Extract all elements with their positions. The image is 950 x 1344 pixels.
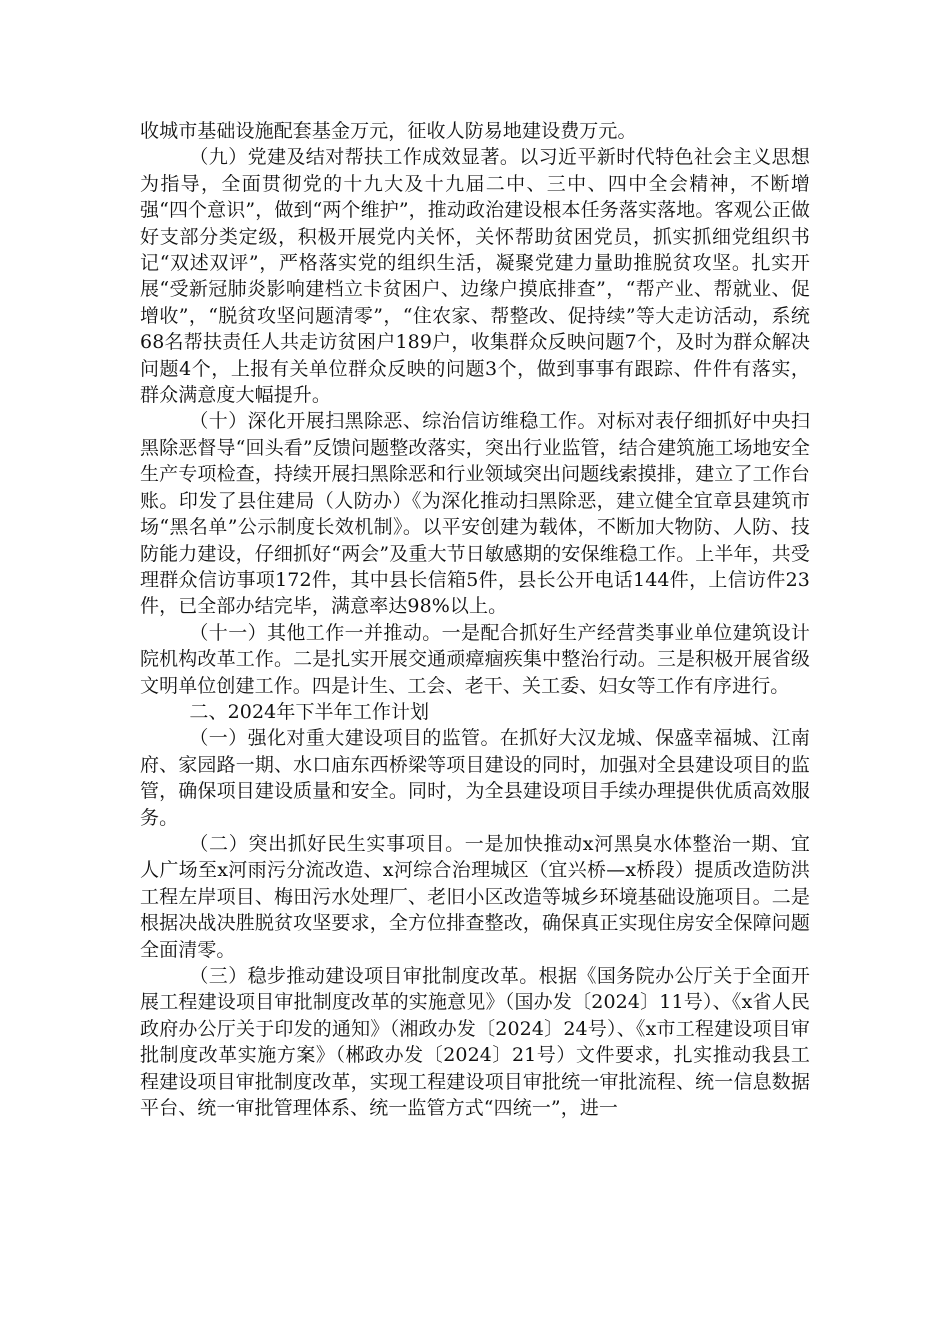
section-heading-plan: 二、2024年下半年工作计划 [189, 700, 430, 723]
paragraph-approval-reform: （三）稳步推动建设项目审批制度改革。根据《国务院办公厅关于全面开展工程建设项目审批制度改革的实施意见》（国办发〔2024〕11号）、《x省人民政府办公厅关于印发的通知》（湘政办发〔2024〕24号）、《x市工程建设项目审批制度改革实施方案》（郴政办发〔2024〕21号）文件要求，扎实推动我县工程建设项目审批制度改革，实现工程建设项目审批统一审批流程、统一信息数据平台、统一审批管理体系、统一监管方式“四统一”，进一 [140, 965, 810, 1120]
document-body [140, 118, 810, 1121]
paragraph-party-building: （九）党建及结对帮扶工作成效显著。以习近平新时代特色社会主义思想为指导，全面贯彻党的十九大及十九届二中、三中、四中全会精神，不断增强“四个意识”，做到“两个维护”，推动政治建设根本任务落实落地。客观公正做好支部分类定级，积极开展党内关怀，关怀帮助贫困党员，抓实抓细党组织书记“双述双评”，严格落实党的组织生活，凝聚党建力量助推脱贫攻坚。扎实开展“受新冠肺炎影响建档立卡贫困户、边缘户摸底排查”，“帮产业、帮就业、促增收”，“脱贫攻坚问题清零”，“住农家、帮整改、促持续”等大走访活动，系统68名帮扶责任人共走访贫困户189户，收集群众反映问题7个，及时为群众解决问题4个，上报有关单位群众反映的问题3个，做到事事有跟踪、件件有落实，群众满意度大幅提升。 [140, 146, 810, 407]
paragraph-anti-crime: （十）深化开展扫黑除恶、综治信访维稳工作。对标对表仔细抓好中央扫黑除恶督导“回头看”反馈问题整改落实，突出行业监管，结合建筑施工场地安全生产专项检查，持续开展扫黑除恶和行业领域突出问题线索摸排，建立了工作台账。印发了县住建局（人防办）《为深化推动扫黑除恶，建立健全宜章县建筑市场“黑名单”公示制度长效机制》。以平安创建为载体，不断加大物防、人防、技防能力建设，仔细抓好“两会”及重大节日敏感期的安保维稳工作。上半年，共受理群众信访事项172件，其中县长信箱5件，县长公开电话144件，上信访件23件，已全部办结完毕，满意率达98%以上。 [140, 410, 810, 618]
paragraph-continuation: 收城市基础设施配套基金万元，征收人防易地建设费万元。 [140, 120, 637, 142]
paragraph-project-supervision: （一）强化对重大建设项目的监管。在抓好大汉龙城、保盛幸福城、江南府、家园路一期、水口庙东西桥梁等项目建设的同时，加强对全县建设项目的监管，确保项目建设质量和安全。同时，为全县建设项目手续办理提供优质高效服务。 [140, 727, 810, 829]
paragraph-other-work: （十一）其他工作一并推动。一是配合抓好生产经营类事业单位建筑设计院机构改革工作。二是扎实开展交通顽瘴痼疾集中整治行动。三是积极开展省级文明单位创建工作。四是计生、工会、老干、关工委、妇女等工作有序进行。 [140, 621, 810, 697]
paragraph-livelihood-projects: （二）突出抓好民生实事项目。一是加快推动x河黑臭水体整治一期、宜人广场至x河雨污分流改造、x河综合治理城区（宜兴桥—x桥段）提质改造防洪工程左岸项目、梅田污水处理厂、老旧小区改造等城乡环境基础设施项目。二是根据决战决胜脱贫攻坚要求，全方位排查整改，确保真正实现住房安全保障问题全面清零。 [140, 832, 810, 961]
